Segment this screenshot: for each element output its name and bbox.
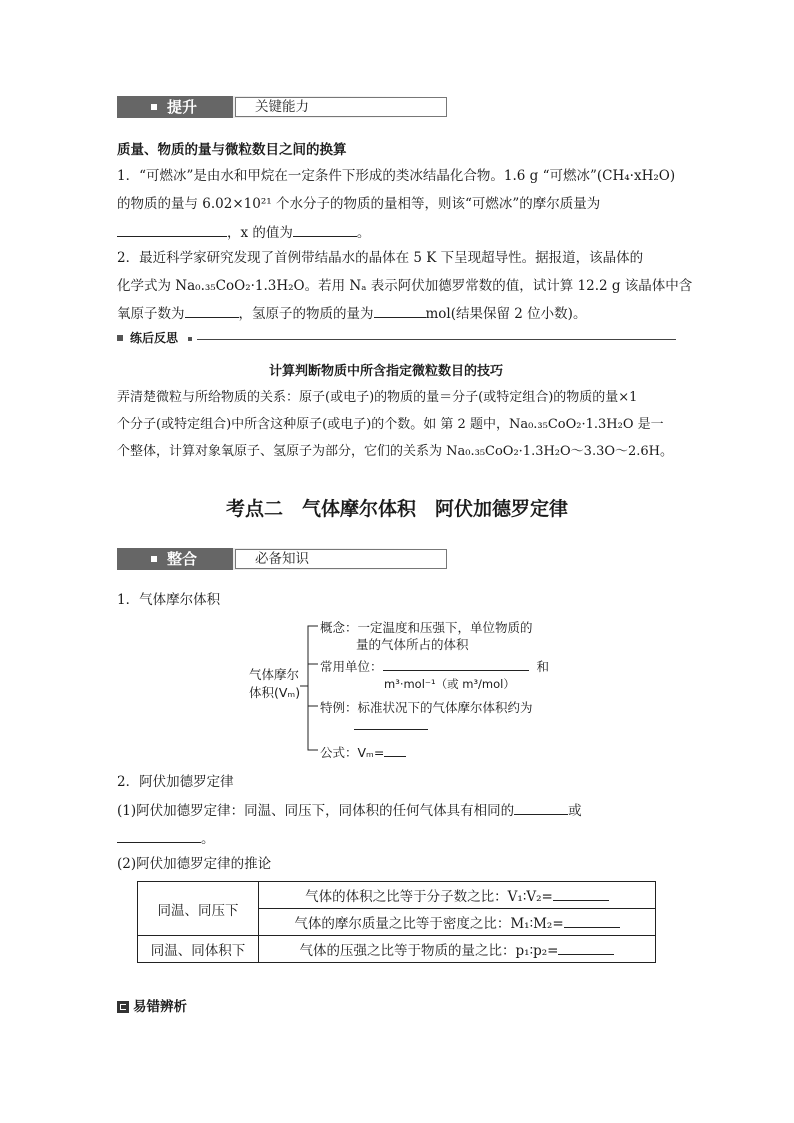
answer-blank[interactable] (117, 828, 201, 843)
q1-line3 (117, 222, 370, 243)
answer-blank[interactable] (383, 656, 529, 671)
review-line3: 个整体，计算对象氧原子、氢原子为部分，它们的关系为 Na₀.₃₅CoO₂·1.3H₂O～3.3O～2.6H。 (117, 444, 674, 459)
sub2-heading: (2)阿伏加德罗定律的推论 (117, 856, 272, 872)
unit-and: 和 (536, 659, 550, 674)
q2-line3-a: 氧原子数为 (117, 306, 185, 322)
q2-line3-b: ，氢原子的物质的量为 (238, 306, 374, 322)
part1-heading: 1．气体摩尔体积 (117, 592, 221, 608)
part2-heading: 2．阿伏加德罗定律 (117, 774, 234, 790)
q2-line3 (117, 303, 586, 324)
inference-volume: 气体的体积之比等于分子数之比：V₁∶V₂= (305, 889, 553, 905)
table-cell (259, 936, 656, 963)
table-cell (259, 909, 656, 936)
answer-blank[interactable] (514, 800, 568, 815)
example-text: 标准状况下的气体摩尔体积约为 (357, 700, 533, 715)
brace-connector (300, 620, 322, 760)
review-title: 计算判断物质中所含指定微粒数目的技巧 (269, 364, 504, 379)
table-row (138, 936, 656, 963)
review-divider-line (197, 339, 676, 340)
formula-label: 公式：Vₘ= (320, 745, 385, 760)
q1-line1: 1．“可燃冰”是由水和甲烷在一定条件下形成的类冰结晶化合物。1.6 g “可燃冰”(CH₄·xH₂O) (117, 168, 676, 184)
row-label-same-pressure: 同温、同压下 (138, 882, 259, 936)
section-title: 考点二 气体摩尔体积 阿伏加德罗定律 (225, 498, 568, 520)
review-line1: 弄清楚微粒与所给物质的关系：原子(或电子)的物质的量＝分子(或特定组合)的物质的量×1 (117, 390, 638, 405)
concept-line2: 量的气体所占的体积 (356, 637, 469, 652)
q2-line3-c: mol(结果保留 2 位小数)。 (425, 306, 587, 322)
sub1-line2 (117, 828, 215, 849)
concept-label: 概念： (320, 620, 358, 635)
banner-label-box (235, 97, 447, 117)
sub1-text: (1)阿伏加德罗定律：同温、同压下，同体积的任何气体具有相同的 (117, 803, 515, 819)
q1-line3-end: 。 (356, 225, 371, 241)
unit-label: 常用单位： (320, 659, 383, 674)
answer-blank[interactable] (384, 742, 406, 757)
sub1-line1 (117, 800, 582, 821)
table-cell (259, 882, 656, 909)
square-bullet-icon (151, 104, 157, 110)
row-label-same-volume: 同温、同体积下 (138, 936, 259, 963)
error-analysis-icon (117, 1001, 129, 1013)
formula-row (320, 742, 406, 763)
concept-line1: 一定温度和压强下，单位物质的 (357, 620, 533, 635)
answer-blank[interactable] (553, 886, 609, 901)
answer-blank[interactable] (185, 303, 239, 318)
banner-tag-box (117, 548, 233, 570)
sub1-end: 。 (201, 831, 215, 847)
answer-blank[interactable] (293, 222, 357, 237)
square-bullet-icon (151, 556, 157, 562)
review-label: 练后反思 (130, 331, 179, 345)
root-label-line1: 气体摩尔 (249, 667, 300, 682)
q2-line1: 2．最近科学家研究发现了首例带结晶水的晶体在 5 K 下呈现超导性。据报道，该晶体的 (117, 250, 644, 266)
answer-blank[interactable] (117, 222, 227, 237)
q2-line2: 化学式为 Na₀.₃₅CoO₂·1.3H₂O。若用 Nₐ 表示阿伏加德罗常数的值，试计算 12.2 g 该晶体中含 (117, 278, 693, 294)
example-row (320, 698, 533, 718)
inference-table (137, 881, 656, 963)
banner-label: 关键能力 (255, 99, 309, 115)
q1-line2: 的物质的量与 6.02×10²¹ 个水分子的物质的量相等，则该“可燃冰”的摩尔质量为 (117, 196, 601, 212)
root-label-line2: 体积(Vₘ) (249, 685, 301, 700)
answer-blank[interactable] (354, 729, 428, 730)
square-bullet-icon (117, 335, 123, 341)
review-line2: 个分子(或特定组合)中所含这种原子(或电子)的个数。如 第 2 题中，Na₀.₃₅CoO₂·1.3H₂O 是一 (117, 417, 664, 432)
footer-label: 易错辨析 (133, 999, 187, 1015)
banner-tag: 提升 (167, 98, 198, 116)
divider-dot (188, 337, 192, 341)
inference-molar-mass: 气体的摩尔质量之比等于密度之比：M₁∶M₂= (294, 916, 564, 932)
table-row (138, 882, 656, 909)
topic-heading: 质量、物质的量与微粒数目之间的换算 (117, 142, 347, 158)
inference-pressure: 气体的压强之比等于物质的量之比：p₁∶p₂= (299, 943, 559, 959)
q1-line3-mid: ，x 的值为 (227, 225, 293, 241)
sub1-or: 或 (568, 803, 582, 819)
example-label: 特例： (320, 700, 358, 715)
banner-tag-box (117, 96, 233, 118)
answer-blank[interactable] (374, 303, 426, 318)
banner-label-box (235, 549, 447, 569)
answer-blank[interactable] (564, 913, 620, 928)
banner-label: 必备知识 (255, 551, 309, 567)
answer-blank[interactable] (558, 940, 614, 955)
banner-tag: 整合 (167, 550, 198, 568)
unit-note: m³·mol⁻¹（或 m³/mol） (384, 677, 515, 691)
